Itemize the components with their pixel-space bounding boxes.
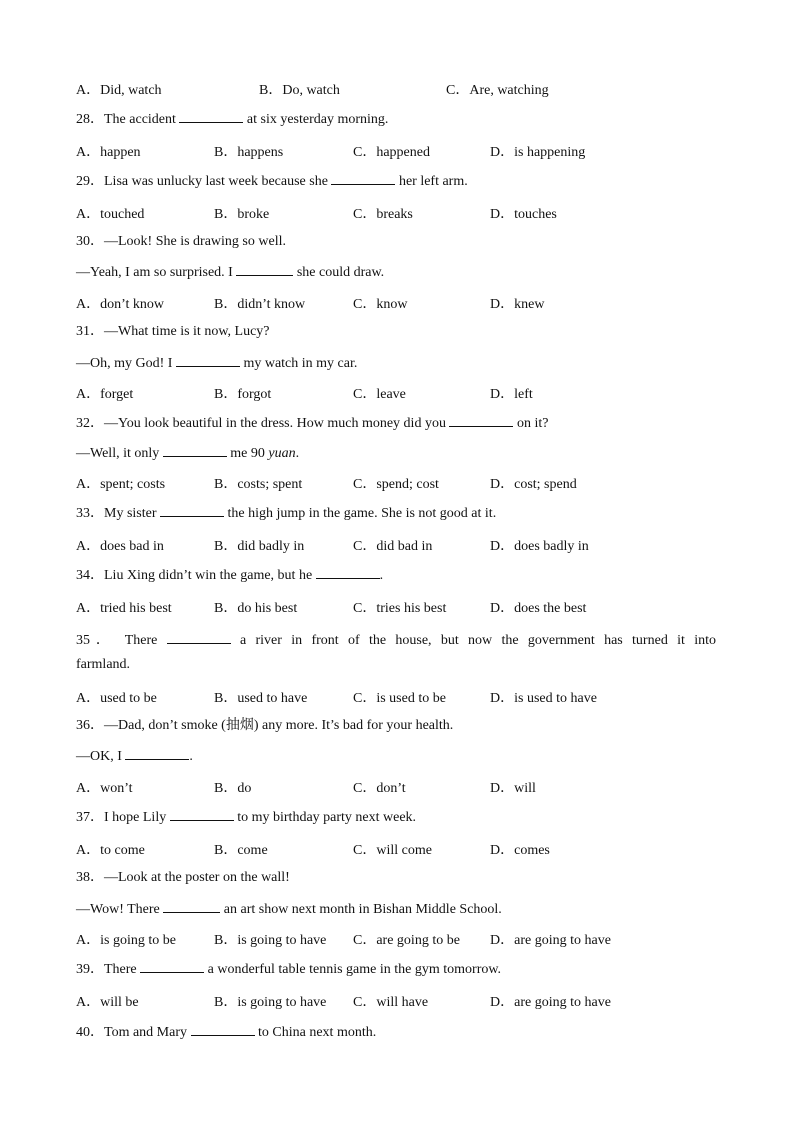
answer-blank [140, 960, 204, 973]
question-30-stem: —Yeah, I am so surprised. I she could draw. [76, 265, 385, 280]
option-c: C．leave [353, 387, 406, 402]
option-a: A．will be [76, 995, 139, 1010]
question-36-stem: —OK, I . [76, 749, 193, 764]
option-a: A．does bad in [76, 539, 164, 554]
option-c: C．are going to be [353, 933, 460, 948]
option-a: A．happen [76, 145, 141, 160]
answer-blank [331, 172, 395, 185]
question-32-prompt: 32．—You look beautiful in the dress. How much money did you on it? [76, 416, 549, 431]
answer-blank [449, 414, 513, 427]
question-32-stem: —Well, it only me 90 yuan. [76, 446, 300, 461]
option-c: C．will come [353, 843, 432, 858]
option-d: D．are going to have [490, 995, 611, 1010]
option-b: B．costs; spent [214, 477, 303, 492]
question-28-stem: 28．The accident at six yesterday morning. [76, 112, 389, 127]
option-c: C．breaks [353, 207, 413, 222]
question-35-continuation: farmland. [76, 657, 131, 672]
option-a: A．spent; costs [76, 477, 166, 492]
option-d: D．will [490, 781, 536, 796]
option-b: B．Do, watch [259, 83, 340, 98]
answer-blank [316, 566, 380, 579]
option-b: B．do his best [214, 601, 298, 616]
answer-blank [179, 110, 243, 123]
option-c: C．don’t [353, 781, 406, 796]
option-b: B．broke [214, 207, 270, 222]
option-a: A．don’t know [76, 297, 165, 312]
option-b: B．did badly in [214, 539, 305, 554]
question-30-prompt: 30．—Look! She is drawing so well. [76, 234, 286, 249]
option-d: D．does the best [490, 601, 587, 616]
option-d: D．is happening [490, 145, 586, 160]
option-a: A．Did, watch [76, 83, 162, 98]
option-c: C．Are, watching [446, 83, 549, 98]
question-29-stem: 29．Lisa was unlucky last week because she her left arm. [76, 174, 468, 189]
answer-blank [167, 631, 231, 644]
option-a: A．used to be [76, 691, 157, 706]
question-36-prompt: 36．—Dad, don’t smoke (抽烟) any more. It’s bad for your health. [76, 718, 454, 733]
option-a: A．to come [76, 843, 145, 858]
answer-blank [176, 354, 240, 367]
question-38-prompt: 38．—Look at the poster on the wall! [76, 870, 290, 885]
question-33-stem: 33．My sister the high jump in the game. She is not good at it. [76, 506, 497, 521]
question-31-stem: —Oh, my God! I my watch in my car. [76, 356, 358, 371]
answer-blank [191, 1023, 255, 1036]
option-b: B．is going to have [214, 933, 327, 948]
option-c: C．spend; cost [353, 477, 439, 492]
question-34-stem: 34．Liu Xing didn’t win the game, but he . [76, 568, 384, 583]
answer-blank [163, 444, 227, 457]
option-d: D．does badly in [490, 539, 589, 554]
question-37-stem: 37．I hope Lily to my birthday party next week. [76, 810, 417, 825]
option-a: A．touched [76, 207, 145, 222]
question-40-stem: 40．Tom and Mary to China next month. [76, 1025, 377, 1040]
question-38-stem: —Wow! There an art show next month in Bishan Middle School. [76, 902, 502, 917]
option-d: D．touches [490, 207, 557, 222]
option-d: D．is used to have [490, 691, 597, 706]
option-d: D．left [490, 387, 533, 402]
option-b: B．didn’t know [214, 297, 306, 312]
option-c: C．is used to be [353, 691, 446, 706]
answer-blank [170, 808, 234, 821]
question-39-stem: 39．There a wonderful table tennis game in the gym tomorrow. [76, 962, 502, 977]
answer-blank [236, 263, 293, 276]
option-b: B．used to have [214, 691, 308, 706]
option-a: A．forget [76, 387, 134, 402]
option-d: D．are going to have [490, 933, 611, 948]
answer-blank [160, 504, 224, 517]
option-b: B．come [214, 843, 268, 858]
option-d: D．comes [490, 843, 550, 858]
option-a: A．tried his best [76, 601, 172, 616]
option-c: C．know [353, 297, 408, 312]
option-c: C．will have [353, 995, 429, 1010]
option-c: C．happened [353, 145, 430, 160]
option-a: A．won’t [76, 781, 133, 796]
option-d: D．knew [490, 297, 545, 312]
answer-blank [163, 900, 220, 913]
answer-blank [125, 747, 189, 760]
question-31-prompt: 31．—What time is it now, Lucy? [76, 324, 270, 339]
option-b: B．do [214, 781, 252, 796]
option-b: B．is going to have [214, 995, 327, 1010]
option-a: A．is going to be [76, 933, 176, 948]
option-b: B．forgot [214, 387, 272, 402]
option-d: D．cost; spend [490, 477, 577, 492]
option-b: B．happens [214, 145, 284, 160]
option-c: C．did bad in [353, 539, 433, 554]
question-35-stem: 35． There a river in front of the house, but now the government has turned it into [76, 633, 717, 648]
option-c: C．tries his best [353, 601, 447, 616]
